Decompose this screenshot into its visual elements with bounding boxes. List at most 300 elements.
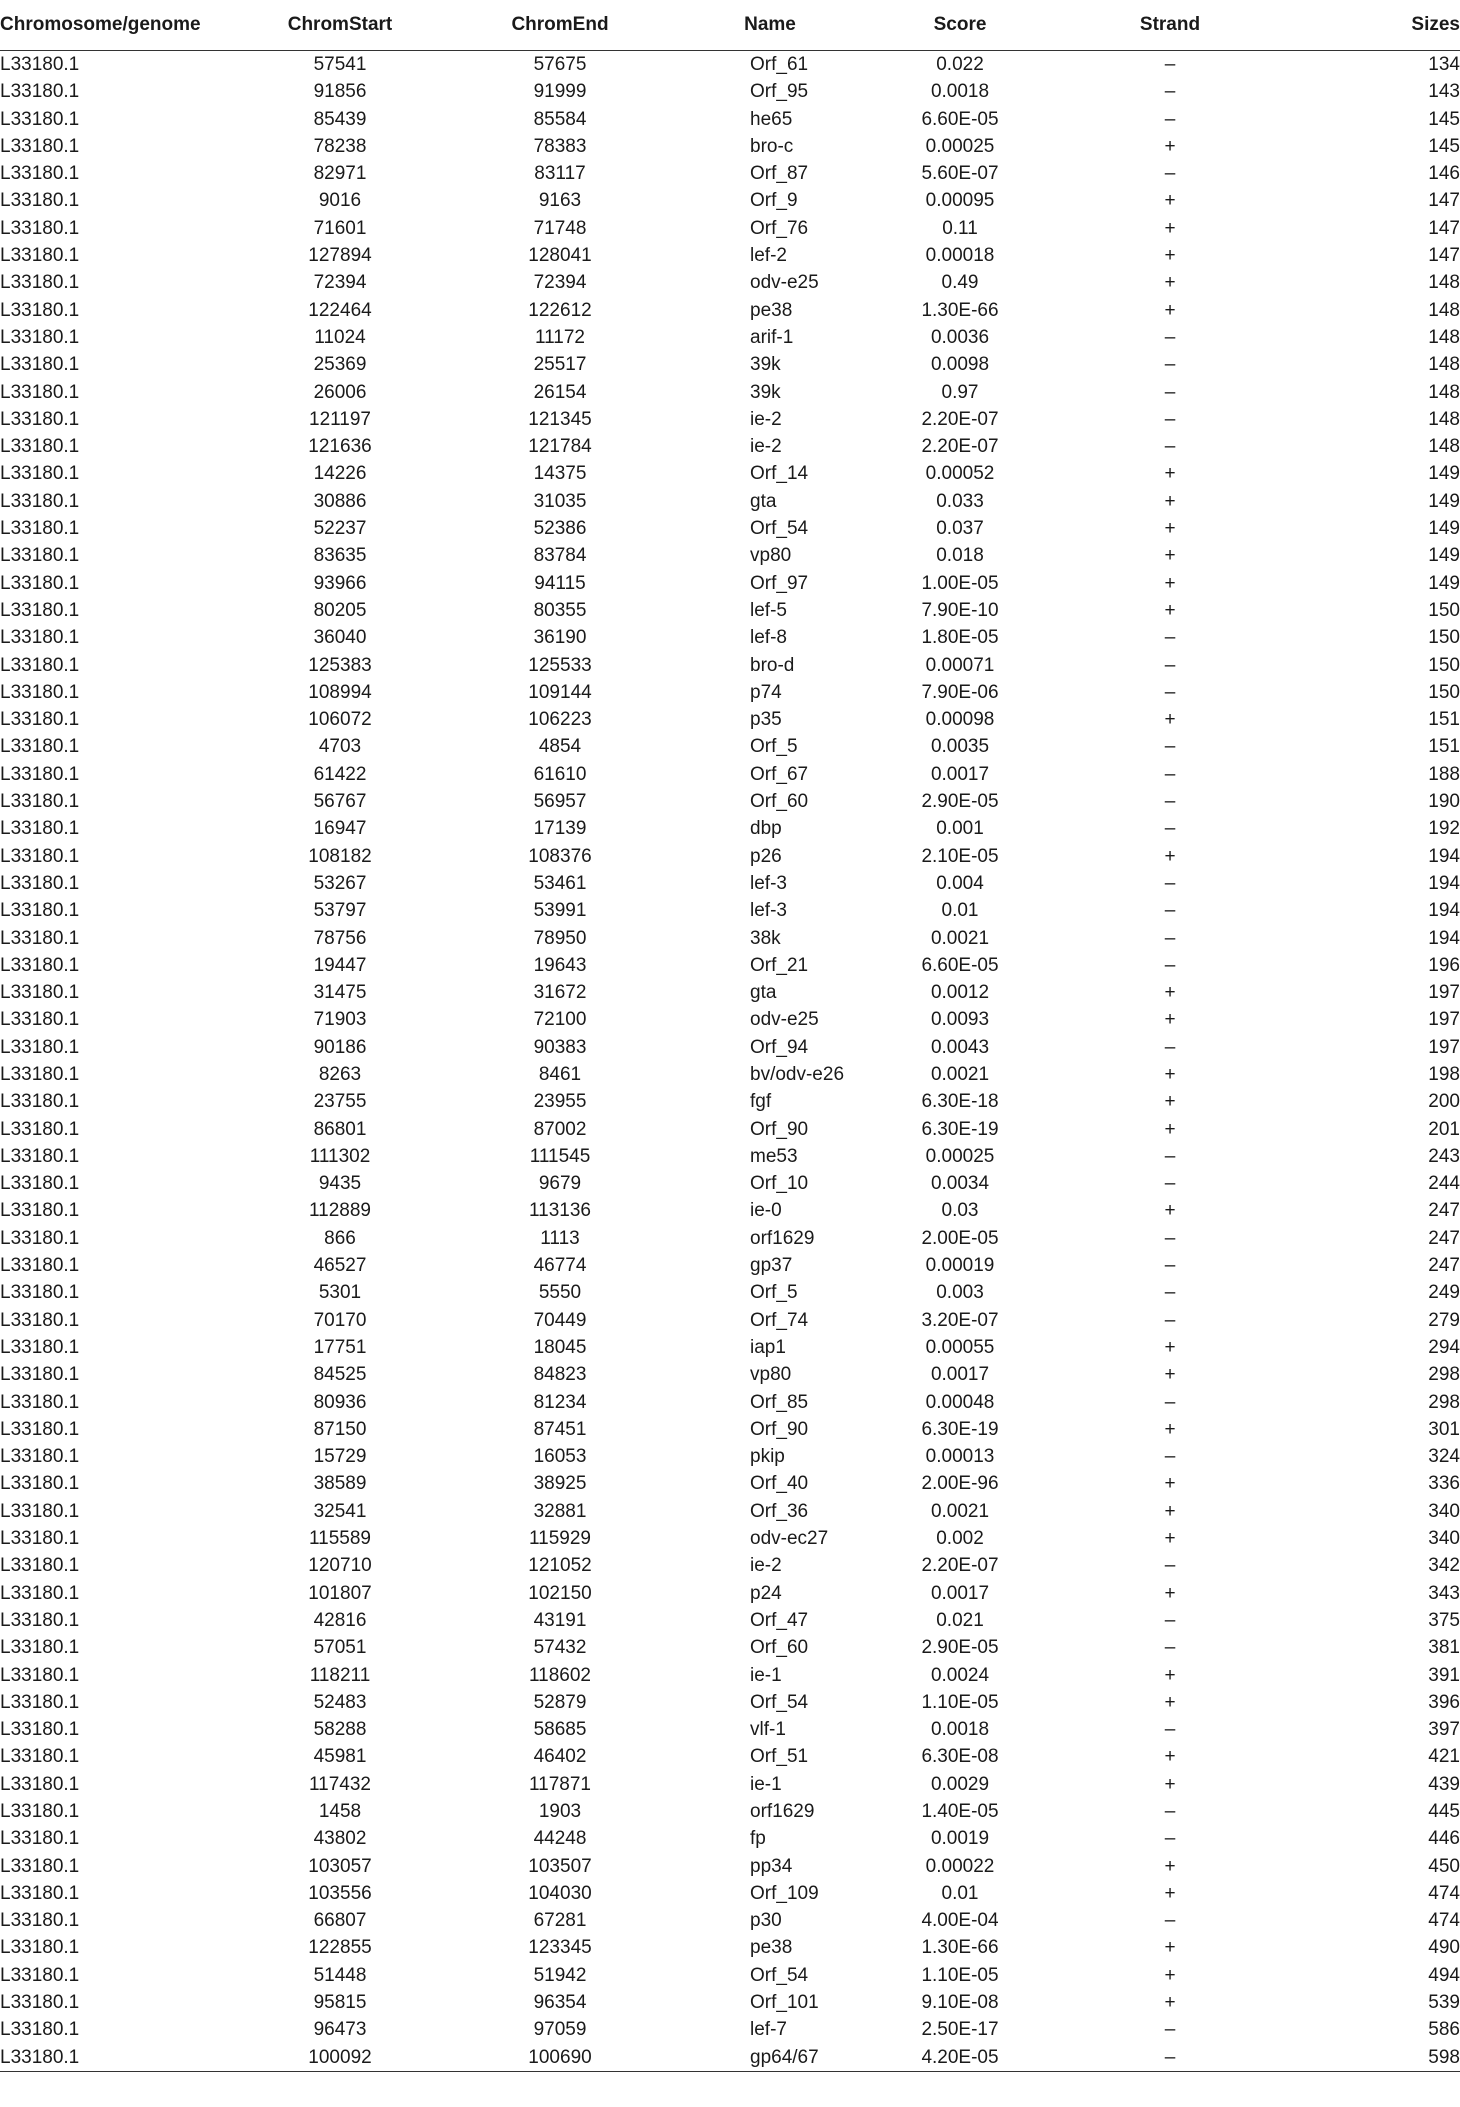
name-cell: lef-3 xyxy=(750,872,787,894)
chromend-cell: 104030 xyxy=(528,1882,592,1904)
name-cell: pe38 xyxy=(750,1937,793,1959)
size-cell: 151 xyxy=(1428,736,1460,758)
chromend-cell: 36190 xyxy=(533,627,587,649)
name-cell: dbp xyxy=(750,818,782,840)
chromstart-cell: 58288 xyxy=(313,1719,367,1741)
score-cell: 6.30E-18 xyxy=(921,1091,999,1113)
size-cell: 243 xyxy=(1428,1145,1460,1167)
table-row xyxy=(0,1389,1460,1416)
size-cell: 149 xyxy=(1428,490,1460,512)
chromosome-cell: L33180.1 xyxy=(0,599,80,621)
score-cell: 4.00E-04 xyxy=(921,1910,999,1932)
name-cell: p35 xyxy=(750,709,782,731)
chromend-cell: 52879 xyxy=(533,1691,587,1713)
name-cell: Orf_5 xyxy=(750,1282,798,1304)
size-cell: 247 xyxy=(1428,1227,1460,1249)
table-row xyxy=(0,1934,1460,1961)
score-cell: 0.01 xyxy=(941,1882,979,1904)
chromosome-cell: L33180.1 xyxy=(0,326,80,348)
strand-cell: + xyxy=(1164,1364,1176,1386)
strand-cell: – xyxy=(1164,1173,1176,1195)
chromosome-cell: L33180.1 xyxy=(0,654,80,676)
chromstart-cell: 56767 xyxy=(313,791,367,813)
name-cell: Orf_10 xyxy=(750,1173,809,1195)
chromend-cell: 57432 xyxy=(533,1637,587,1659)
score-cell: 2.20E-07 xyxy=(921,408,999,430)
chromosome-cell: L33180.1 xyxy=(0,381,80,403)
score-cell: 0.022 xyxy=(936,54,984,75)
table-row xyxy=(0,1853,1460,1880)
chromstart-cell: 30886 xyxy=(313,490,367,512)
chromosome-cell: L33180.1 xyxy=(0,763,80,785)
header-row xyxy=(0,0,1460,51)
score-cell: 7.90E-06 xyxy=(921,681,999,703)
strand-cell: – xyxy=(1164,1828,1176,1850)
chromstart-cell: 31475 xyxy=(313,982,367,1004)
chromstart-cell: 53267 xyxy=(313,872,367,894)
chromend-cell: 44248 xyxy=(533,1828,587,1850)
chromend-cell: 72394 xyxy=(533,272,587,294)
strand-cell: – xyxy=(1164,381,1176,403)
score-cell: 0.00019 xyxy=(925,1255,995,1277)
chromosome-cell: L33180.1 xyxy=(0,1091,80,1113)
table-row xyxy=(0,1525,1460,1552)
name-cell: pp34 xyxy=(750,1855,793,1877)
chromstart-cell: 51448 xyxy=(313,1964,367,1986)
size-cell: 391 xyxy=(1428,1664,1460,1686)
score-cell: 7.90E-10 xyxy=(921,599,999,621)
strand-cell: – xyxy=(1164,1637,1176,1659)
table-row xyxy=(0,1416,1460,1443)
chromend-cell: 56957 xyxy=(533,791,587,813)
chromstart-cell: 127894 xyxy=(308,245,372,267)
chromend-cell: 14375 xyxy=(533,463,587,485)
chromend-cell: 25517 xyxy=(533,354,587,376)
chromend-cell: 61610 xyxy=(533,763,587,785)
chromosome-cell: L33180.1 xyxy=(0,1145,80,1167)
strand-cell: – xyxy=(1164,872,1176,894)
table-row xyxy=(0,1962,1460,1989)
score-cell: 3.20E-07 xyxy=(921,1309,999,1331)
chromstart-cell: 125383 xyxy=(308,654,372,676)
score-cell: 0.0021 xyxy=(930,1500,990,1522)
chromend-cell: 11172 xyxy=(534,326,585,348)
chromend-cell: 1903 xyxy=(538,1801,582,1822)
chromosome-cell: L33180.1 xyxy=(0,1609,80,1631)
strand-cell: + xyxy=(1164,1691,1176,1713)
strand-cell: – xyxy=(1164,326,1176,348)
name-cell: ie-1 xyxy=(750,1773,782,1795)
score-cell: 0.0012 xyxy=(930,982,990,1004)
chromosome-cell: L33180.1 xyxy=(0,1255,80,1277)
strand-cell: – xyxy=(1164,1719,1176,1741)
header-name: Name xyxy=(680,0,860,51)
size-cell: 301 xyxy=(1428,1418,1460,1440)
table-row xyxy=(0,1116,1460,1143)
size-cell: 247 xyxy=(1428,1200,1460,1222)
chromosome-cell: L33180.1 xyxy=(0,54,80,75)
score-cell: 0.021 xyxy=(936,1609,984,1631)
score-cell: 5.60E-07 xyxy=(921,163,999,185)
chromend-cell: 83784 xyxy=(533,545,587,567)
size-cell: 298 xyxy=(1428,1364,1460,1386)
header-sizes: Sizes xyxy=(1280,0,1460,51)
size-cell: 421 xyxy=(1428,1746,1460,1768)
name-cell: 39k xyxy=(750,354,781,376)
chromstart-cell: 71601 xyxy=(313,217,367,239)
strand-cell: + xyxy=(1164,1937,1176,1959)
chromstart-cell: 52483 xyxy=(313,1691,367,1713)
size-cell: 446 xyxy=(1428,1828,1460,1850)
chromosome-cell: L33180.1 xyxy=(0,108,80,130)
size-cell: 539 xyxy=(1428,1992,1460,2014)
chromosome-cell: L33180.1 xyxy=(0,1964,80,1986)
name-cell: Orf_36 xyxy=(750,1500,809,1522)
chromend-cell: 106223 xyxy=(528,709,592,731)
size-cell: 324 xyxy=(1428,1446,1460,1468)
score-cell: 2.10E-05 xyxy=(921,845,999,867)
size-cell: 147 xyxy=(1428,217,1460,239)
strand-cell: + xyxy=(1164,1009,1176,1031)
score-cell: 2.90E-05 xyxy=(921,791,999,813)
table-row xyxy=(0,1552,1460,1579)
strand-cell: + xyxy=(1164,1992,1176,2014)
chromstart-cell: 101807 xyxy=(308,1582,372,1604)
size-cell: 279 xyxy=(1428,1309,1460,1331)
chromstart-cell: 115589 xyxy=(309,1528,371,1550)
name-cell: p74 xyxy=(750,681,782,703)
chromend-cell: 97059 xyxy=(533,2019,587,2041)
chromend-cell: 19643 xyxy=(533,954,587,976)
name-cell: gta xyxy=(750,982,777,1004)
chromend-cell: 53991 xyxy=(533,900,587,922)
strand-cell: – xyxy=(1164,81,1176,103)
chromstart-cell: 15729 xyxy=(313,1446,367,1468)
score-cell: 0.018 xyxy=(936,545,984,567)
chromosome-cell: L33180.1 xyxy=(0,900,80,922)
table-row xyxy=(0,788,1460,815)
chromend-cell: 70449 xyxy=(533,1309,587,1331)
table-row xyxy=(0,1580,1460,1607)
chromstart-cell: 100092 xyxy=(240,2044,440,2072)
chromend-cell: 108376 xyxy=(528,845,592,867)
chromosome-cell: L33180.1 xyxy=(0,163,80,185)
name-cell: Orf_21 xyxy=(750,954,809,976)
name-cell: me53 xyxy=(750,1145,798,1167)
name-cell: ie-0 xyxy=(750,1200,782,1222)
score-cell: 0.03 xyxy=(941,1200,979,1222)
size-cell: 147 xyxy=(1428,245,1460,267)
table-row xyxy=(0,133,1460,160)
chromend-cell: 100690 xyxy=(440,2044,680,2072)
strand-cell: + xyxy=(1164,1473,1176,1495)
chromstart-cell: 82971 xyxy=(313,163,367,185)
score-cell: 0.0017 xyxy=(930,1364,990,1386)
size-cell: 194 xyxy=(1428,900,1460,922)
size-cell: 244 xyxy=(1428,1173,1460,1195)
chromstart-cell: 9016 xyxy=(318,190,362,212)
table-row xyxy=(0,597,1460,624)
strand-cell: – xyxy=(1164,408,1176,430)
strand-cell: – xyxy=(1164,163,1176,185)
chromend-cell: 109144 xyxy=(528,681,592,703)
size-cell: 151 xyxy=(1428,709,1460,731)
strand-cell: – xyxy=(1164,1446,1176,1468)
chromstart-cell: 85439 xyxy=(313,108,367,130)
size-cell: 197 xyxy=(1428,1009,1460,1031)
size-cell: 343 xyxy=(1428,1582,1460,1604)
score-cell: 1.80E-05 xyxy=(921,627,999,649)
chromstart-cell: 108994 xyxy=(308,681,372,703)
table-row xyxy=(0,1771,1460,1798)
chromosome-cell: L33180.1 xyxy=(0,272,80,294)
chromosome-cell: L33180.1 xyxy=(0,1773,80,1795)
chromosome-cell: L33180.1 xyxy=(0,1992,80,2014)
table-row xyxy=(0,1798,1460,1825)
size-cell: 146 xyxy=(1428,163,1460,185)
strand-cell: – xyxy=(1164,681,1176,703)
table-row xyxy=(0,624,1460,651)
chromosome-cell: L33180.1 xyxy=(0,1200,80,1222)
strand-cell: – xyxy=(1164,354,1176,376)
chromosome-cell: L33180.1 xyxy=(0,954,80,976)
strand-cell: + xyxy=(1164,1336,1176,1358)
table-row xyxy=(0,1689,1460,1716)
size-cell: 148 xyxy=(1428,381,1460,403)
chromend-cell: 78383 xyxy=(533,135,587,157)
chromstart-cell: 78756 xyxy=(313,927,367,949)
chromstart-cell: 25369 xyxy=(313,354,367,376)
size-cell: 397 xyxy=(1428,1719,1460,1741)
chromosome-cell: L33180.1 xyxy=(0,1009,80,1031)
chromstart-cell: 17751 xyxy=(313,1336,367,1358)
score-cell: 4.20E-05 xyxy=(860,2044,1060,2072)
name-cell: pe38 xyxy=(750,299,793,321)
size-cell: 148 xyxy=(1428,326,1460,348)
chromstart-cell: 19447 xyxy=(313,954,367,976)
strand-cell: – xyxy=(1164,108,1176,130)
name-cell: Orf_67 xyxy=(750,763,809,785)
table-row xyxy=(0,379,1460,406)
chromosome-cell: L33180.1 xyxy=(0,1555,80,1577)
chromend-cell: 80355 xyxy=(533,599,587,621)
table-row xyxy=(0,1662,1460,1689)
header-chromend: ChromEnd xyxy=(440,0,680,51)
score-cell: 0.0019 xyxy=(930,1828,990,1850)
strand-cell: – xyxy=(1164,1145,1176,1167)
chromosome-cell: L33180.1 xyxy=(0,436,80,458)
score-cell: 0.00098 xyxy=(925,709,995,731)
chromstart-cell: 57051 xyxy=(313,1637,367,1659)
strand-cell: – xyxy=(1164,927,1176,949)
table-row xyxy=(0,542,1460,569)
name-cell: odv-ec27 xyxy=(750,1528,829,1550)
strand-cell: – xyxy=(1164,1309,1176,1331)
name-cell: Orf_40 xyxy=(750,1473,809,1495)
size-cell: 194 xyxy=(1428,845,1460,867)
chromstart-cell: 11024 xyxy=(314,326,366,348)
chromosome-cell: L33180.1 xyxy=(0,545,80,567)
score-cell: 0.00025 xyxy=(925,135,995,157)
chromstart-cell: 118211 xyxy=(309,1664,371,1686)
name-cell: ie-2 xyxy=(750,408,782,430)
size-cell: 298 xyxy=(1428,1391,1460,1413)
size-cell: 147 xyxy=(1428,190,1460,212)
score-cell: 2.00E-96 xyxy=(921,1473,999,1495)
chromosome-cell: L33180.1 xyxy=(0,1582,80,1604)
table-row xyxy=(0,925,1460,952)
table-row xyxy=(0,1006,1460,1033)
table-row xyxy=(0,106,1460,133)
size-cell: 247 xyxy=(1428,1255,1460,1277)
strand-cell: – xyxy=(1164,1227,1176,1249)
chromosome-cell: L33180.1 xyxy=(0,1364,80,1386)
table-row xyxy=(0,215,1460,242)
chromstart-cell: 86801 xyxy=(313,1118,367,1140)
size-cell: 445 xyxy=(1428,1801,1460,1822)
strand-cell: + xyxy=(1164,1746,1176,1768)
size-cell: 194 xyxy=(1428,927,1460,949)
strand-cell: + xyxy=(1164,1582,1176,1604)
chromstart-cell: 1458 xyxy=(318,1801,362,1822)
chromend-cell: 18045 xyxy=(533,1336,587,1358)
score-cell: 0.0021 xyxy=(930,1063,990,1085)
name-cell: lef-8 xyxy=(750,627,787,649)
score-cell: 1.10E-05 xyxy=(921,1691,999,1713)
size-cell: 396 xyxy=(1428,1691,1460,1713)
table-row xyxy=(0,815,1460,842)
size-cell: 342 xyxy=(1428,1555,1460,1577)
chromosome-cell: L33180.1 xyxy=(0,1910,80,1932)
size-cell: 145 xyxy=(1428,108,1460,130)
strand-cell: + xyxy=(1164,1882,1176,1904)
table-row xyxy=(0,1279,1460,1306)
chromosome-cell: L33180.1 xyxy=(0,1855,80,1877)
strand-cell: – xyxy=(1164,1036,1176,1058)
chromosome-cell: L33180.1 xyxy=(0,1063,80,1085)
strand-cell: + xyxy=(1164,1528,1176,1550)
score-cell: 0.00022 xyxy=(925,1855,995,1877)
size-cell: 149 xyxy=(1428,463,1460,485)
chromosome-cell: L33180.1 xyxy=(0,2044,240,2072)
name-cell: Orf_60 xyxy=(750,791,809,813)
score-cell: 1.40E-05 xyxy=(921,1801,999,1822)
chromosome-cell: L33180.1 xyxy=(0,1391,80,1413)
name-cell: Orf_47 xyxy=(750,1609,809,1631)
size-cell: 381 xyxy=(1428,1637,1460,1659)
table-row xyxy=(0,433,1460,460)
size-cell: 148 xyxy=(1428,272,1460,294)
chromosome-cell: L33180.1 xyxy=(0,1719,80,1741)
score-cell: 0.11 xyxy=(942,217,978,239)
name-cell: arif-1 xyxy=(750,326,794,348)
table-row xyxy=(0,952,1460,979)
chromosome-cell: L33180.1 xyxy=(0,1446,80,1468)
size-cell: 150 xyxy=(1428,681,1460,703)
chromend-cell: 103507 xyxy=(528,1855,592,1877)
chromend-cell: 91999 xyxy=(533,81,587,103)
name-cell: gp37 xyxy=(750,1255,793,1277)
score-cell: 0.0098 xyxy=(930,354,990,376)
name-cell: odv-e25 xyxy=(750,272,819,294)
score-cell: 9.10E-08 xyxy=(921,1992,999,2014)
chromstart-cell: 866 xyxy=(324,1227,356,1249)
strand-cell: + xyxy=(1164,1773,1176,1795)
chromosome-cell: L33180.1 xyxy=(0,982,80,1004)
strand-cell: + xyxy=(1164,1118,1176,1140)
table-row xyxy=(0,843,1460,870)
size-cell: 150 xyxy=(1428,627,1460,649)
header-score: Score xyxy=(860,0,1060,51)
chromstart-cell: 122464 xyxy=(308,299,372,321)
table-row xyxy=(0,297,1460,324)
name-cell: lef-3 xyxy=(750,900,787,922)
chromosome-cell: L33180.1 xyxy=(0,1118,80,1140)
name-cell: he65 xyxy=(750,108,793,130)
table-row xyxy=(0,979,1460,1006)
table-row xyxy=(0,1470,1460,1497)
chromend-cell: 81234 xyxy=(533,1391,587,1413)
chromend-cell: 96354 xyxy=(533,1992,587,2014)
chromosome-cell: L33180.1 xyxy=(0,1801,80,1822)
name-cell: Orf_14 xyxy=(750,463,809,485)
strand-cell: + xyxy=(1164,490,1176,512)
table-row xyxy=(0,51,1460,79)
name-cell: gp64/67 xyxy=(680,2044,860,2072)
name-cell: 38k xyxy=(750,927,781,949)
chromend-cell: 9163 xyxy=(538,190,582,212)
strand-cell: + xyxy=(1164,1418,1176,1440)
size-cell: 188 xyxy=(1428,763,1460,785)
strand-cell: + xyxy=(1164,709,1176,731)
chromend-cell: 121784 xyxy=(528,436,592,458)
table-row xyxy=(0,1061,1460,1088)
strand-cell: + xyxy=(1164,1063,1176,1085)
chromend-cell: 8461 xyxy=(538,1063,582,1085)
strand-cell: – xyxy=(1164,1555,1176,1577)
score-cell: 0.0021 xyxy=(930,927,990,949)
chromend-cell: 83117 xyxy=(534,163,586,185)
table-row xyxy=(0,242,1460,269)
score-cell: 0.004 xyxy=(936,872,984,894)
size-cell: 190 xyxy=(1428,791,1460,813)
chromosome-cell: L33180.1 xyxy=(0,681,80,703)
chromosome-cell: L33180.1 xyxy=(0,1882,80,1904)
chromosome-cell: L33180.1 xyxy=(0,1664,80,1686)
score-cell: 1.00E-05 xyxy=(921,572,999,594)
name-cell: ie-1 xyxy=(750,1664,782,1686)
name-cell: iap1 xyxy=(750,1336,786,1358)
strand-cell: – xyxy=(1164,763,1176,785)
size-cell: 150 xyxy=(1428,599,1460,621)
chromstart-cell: 23755 xyxy=(313,1091,367,1113)
table-row xyxy=(0,706,1460,733)
name-cell: ie-2 xyxy=(750,436,782,458)
size-cell: 336 xyxy=(1428,1473,1460,1495)
score-cell: 1.30E-66 xyxy=(921,299,999,321)
chromosome-cell: L33180.1 xyxy=(0,1937,80,1959)
chromstart-cell: 103556 xyxy=(308,1882,372,1904)
strand-cell: + xyxy=(1164,982,1176,1004)
chromend-cell: 4854 xyxy=(538,736,582,758)
name-cell: vp80 xyxy=(750,1364,792,1386)
header-strand: Strand xyxy=(1060,0,1280,51)
name-cell: vp80 xyxy=(750,545,792,567)
chromend-cell: 90383 xyxy=(533,1036,587,1058)
score-cell: 6.60E-05 xyxy=(921,954,999,976)
score-cell: 0.0029 xyxy=(930,1773,990,1795)
chromstart-cell: 95815 xyxy=(313,1992,367,2014)
